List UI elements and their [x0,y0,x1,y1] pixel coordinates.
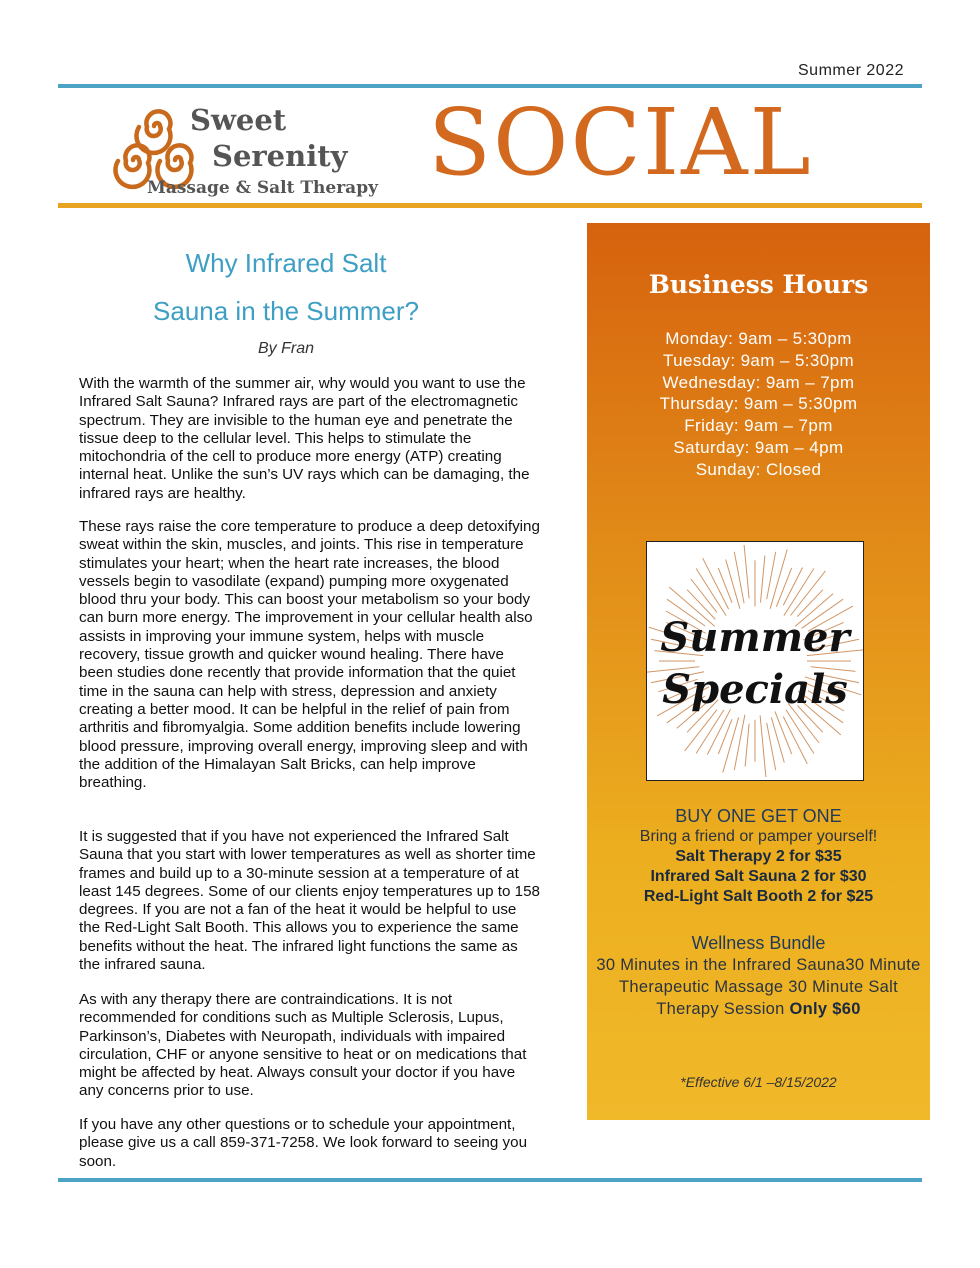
specials-word-summer: Summer [660,614,850,661]
sunburst-ray [767,552,776,599]
sunburst-ray [745,724,749,767]
hours-friday: Friday: 9am – 7pm [684,416,833,436]
sunburst-ray [783,568,802,606]
specials-word-specials: Specials [662,666,848,713]
logo-wordmark-serenity: Serenity [212,139,348,173]
sunburst-icon [647,542,863,780]
sunburst-ray [767,723,776,770]
masthead-title: SOCIAL [428,89,813,196]
bogo-item-red-light-booth: Red-Light Salt Booth 2 for $25 [643,888,874,905]
article-title-line1: Why Infrared Salt [185,248,387,278]
logo-wordmark-sweet: Sweet [190,103,287,137]
sunburst-ray [744,545,749,598]
article-paragraph: As with any therapy there are contraindications. It is not recommended for conditions such as Multiple Sclerosis, Lupus, Parkinson’s, Diabetes with Neuropath, individuals with impaired circulation, CHF or anyone sensitive to heat or on medications that might be affected by heat. Always consult your doctor if you have any concerns prior to use. [79,991,527,1100]
article-paragraph: These rays raise the core temperature to produce a deep detoxifying sweat within the skin, muscles, and joints. This rise in temperature stimulates your heart; when the heart rate increases, the blood vessels begin to vasodilate (expand) pumping more oxygenated blood thru your body. This can boost your metabolism so your body can burn more energy. The improvement in your cellular health also assists in improving your immune system, helps with muscle recovery, tissue growth and quicker wound healing. There have been studies done recently that provide information that the quiet time in the sauna can help with stress, depression and anxiety creating a better mood. It can be helpful in the relief of pain from arthritis and fibromyalgia. Some addition benefits include lowering blood pressure, improving overall energy, improving sleep and with the addition of the Himalayan Salt Bricks, can help improve breathing. [79,518,540,792]
sunburst-ray [776,568,791,607]
bogo-item-salt-therapy: Salt Therapy 2 for $35 [675,848,842,865]
hours-tuesday: Tuesday: 9am – 5:30pm [662,350,855,370]
hours-thursday: Thursday: 9am – 5:30pm [659,394,858,414]
issue-date: Summer 2022 [798,62,904,79]
wellness-bundle-price: Only $60 [789,1000,861,1018]
sunburst-ray [761,556,765,603]
bottom-divider [58,1178,922,1182]
sunburst-ray [734,715,745,771]
bogo-subtitle: Bring a friend or pamper yourself! [639,828,878,845]
hours-saturday: Saturday: 9am – 4pm [673,437,844,457]
summer-specials-image [646,541,864,781]
offers-section [587,805,930,1020]
article-title-line2: Sauna in the Summer? [153,296,419,326]
bogo-item-infrared-sauna: Infrared Salt Sauna 2 for $30 [650,868,867,885]
article-paragraph: If you have any other questions or to schedule your appointment, please give us a call 859-371-7258. We look forward to seeing you soon. [79,1116,528,1170]
wellness-bundle-description [587,954,930,1020]
business-hours-list [587,328,930,481]
article-paragraph: With the warmth of the summer air, why would you want to use the Infrared Salt Sauna? Infrared rays are part of the electromagnetic spectrum. They are invisible to the human eye and penetrate the tissue deep to the cellular level. This helps to stimulate the mitochondria of the cell to produce more energy (ATP) creating internal heat. Unlike the sun’s UV rays which can be damaging, the infrared rays are healthy. [79,375,530,502]
sunburst-ray [726,560,740,609]
article-paragraph: It is suggested that if you have not experienced the Infrared Salt Sauna that you start with lower temperatures as well as shorter time frames and build up to a 30-minute session at a temperature of at least 145 degrees. Some of our clients enjoy temperatures up to 158 degrees. If you are not a fan of the heat it would be helpful to use the Red-Light Salt Booth. This allows you to experience the same benefits without the heat. The infrared light functions the same as the infrared sauna. [79,828,540,974]
sunburst-ray [760,715,766,777]
logo-tagline: Massage & Salt Therapy [147,178,378,198]
business-hours-title: Business Hours [648,270,869,299]
wellness-bundle-title: Wellness Bundle [691,933,826,953]
sunburst-ray [797,590,823,617]
sunburst-ray [723,717,739,772]
bogo-title: BUY ONE GET ONE [675,806,842,826]
header-divider [58,203,922,208]
wellness-bundle-text: 30 Minutes in the Infrared Sauna30 Minute Therapeutic Massage 30 Minute Salt Therapy Session [596,956,921,1018]
sunburst-ray [775,711,792,754]
hours-sunday: Sunday: Closed [695,459,822,479]
top-divider [58,84,922,88]
hours-wednesday: Wednesday: 9am – 7pm [662,372,855,392]
article-byline: By Fran [257,340,314,357]
effective-dates-note: *Effective 6/1 –8/15/2022 [680,1074,837,1090]
hours-monday: Monday: 9am – 5:30pm [665,329,852,348]
